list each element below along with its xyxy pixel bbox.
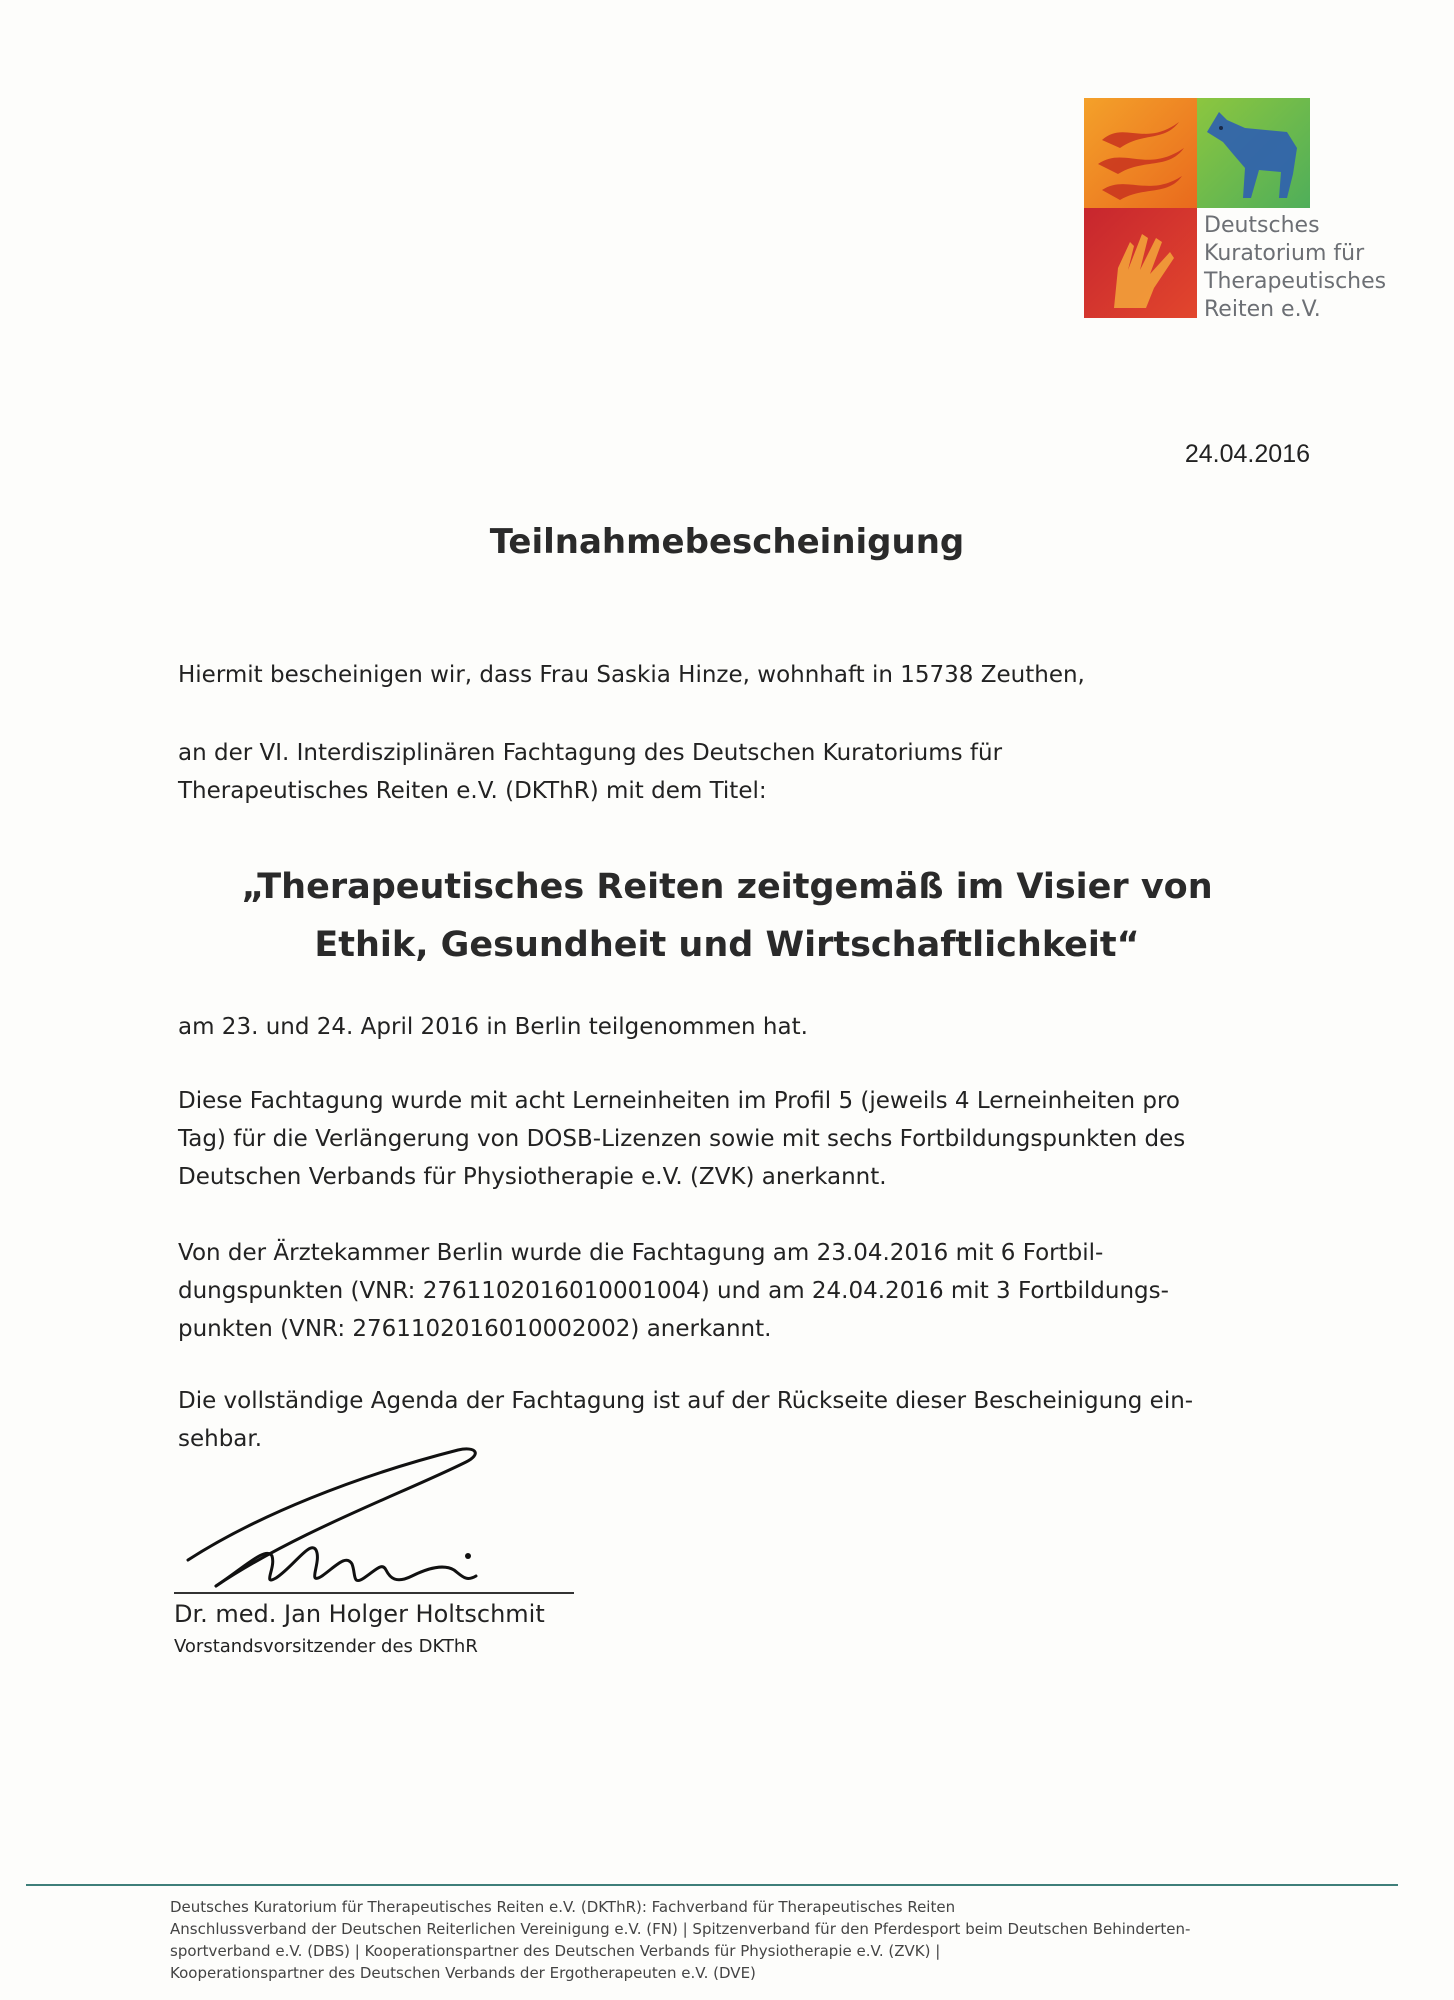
paragraph-recipient	[178, 656, 1288, 694]
footer-line: Deutsches Kuratorium für Therapeutisches Reiten e.V. (DKThR): Fachverband für Therapeutisches Reiten	[170, 1898, 956, 1916]
footer-line: sportverband e.V. (DBS) | Kooperationspartner des Deutschen Verbands für Physiotherapie e.V. (ZVK) |	[170, 1942, 941, 1960]
text-line: dungspunkten (VNR: 2761102016010001004) und am 24.04.2016 mit 3 Fortbildungs-	[178, 1278, 1169, 1304]
signature-line	[174, 1592, 574, 1594]
footer	[170, 1896, 1290, 1984]
footer-line: Kooperationspartner des Deutschen Verbands der Ergotherapeuten e.V. (DVE)	[170, 1964, 756, 1982]
paragraph-event	[178, 734, 1288, 810]
paragraph-date-location	[178, 1008, 1288, 1046]
headline-line: Ethik, Gesundheit und Wirtschaftlichkeit“	[314, 925, 1140, 965]
flame-icon	[1084, 98, 1197, 208]
logo-line: Therapeutisches	[1204, 269, 1387, 294]
logo-line: Kuratorium für	[1204, 241, 1365, 266]
text-line: punkten (VNR: 2761102016010002002) anerkannt.	[178, 1316, 772, 1342]
footer-divider	[26, 1884, 1398, 1886]
paragraph-aerztekammer	[178, 1234, 1288, 1348]
signatory-name: Dr. med. Jan Holger Holtschmit	[174, 1600, 545, 1628]
text-line: Tag) für die Verlängerung von DOSB-Lizenzen sowie mit sechs Fortbildungspunkten des	[178, 1126, 1186, 1152]
text-line: sehbar.	[178, 1426, 263, 1452]
logo-line: Reiten e.V.	[1204, 297, 1321, 322]
signatory-role: Vorstandsvorsitzender des DKThR	[174, 1636, 478, 1657]
text-line: an der VI. Interdisziplinären Fachtagung des Deutschen Kuratoriums für	[178, 740, 1003, 766]
event-title	[0, 858, 1454, 974]
text-line: Hiermit bescheinigen wir, dass Frau Saskia Hinze, wohnhaft in 15738 Zeuthen,	[178, 662, 1085, 688]
paragraph-accreditation	[178, 1082, 1288, 1196]
logo-line: Deutsches	[1204, 213, 1320, 238]
text-line: Die vollständige Agenda der Fachtagung ist auf der Rückseite dieser Bescheinigung ein-	[178, 1388, 1194, 1414]
text-line: am 23. und 24. April 2016 in Berlin teilgenommen hat.	[178, 1014, 808, 1040]
logo-text	[1204, 212, 1386, 324]
headline-line: „Therapeutisches Reiten zeitgemäß im Visier von	[241, 867, 1213, 907]
footer-line: Anschlussverband der Deutschen Reiterlichen Vereinigung e.V. (FN) | Spitzenverband für den Pferdesport beim Deutschen Behinderten-	[170, 1920, 1191, 1938]
document-date: 24.04.2016	[1184, 440, 1310, 468]
text-line: Deutschen Verbands für Physiotherapie e.V. (ZVK) anerkannt.	[178, 1164, 887, 1190]
document-title: Teilnahmebescheinigung	[489, 522, 965, 562]
text-line: Therapeutisches Reiten e.V. (DKThR) mit dem Titel:	[178, 778, 767, 804]
horse-icon	[1197, 98, 1310, 208]
hands-icon	[1084, 208, 1197, 318]
text-line: Diese Fachtagung wurde mit acht Lerneinheiten im Profil 5 (jeweils 4 Lerneinheiten pro	[178, 1088, 1180, 1114]
handwritten-signature	[176, 1436, 596, 1596]
text-line: Von der Ärztekammer Berlin wurde die Fachtagung am 23.04.2016 mit 6 Fortbil-	[178, 1240, 1104, 1266]
